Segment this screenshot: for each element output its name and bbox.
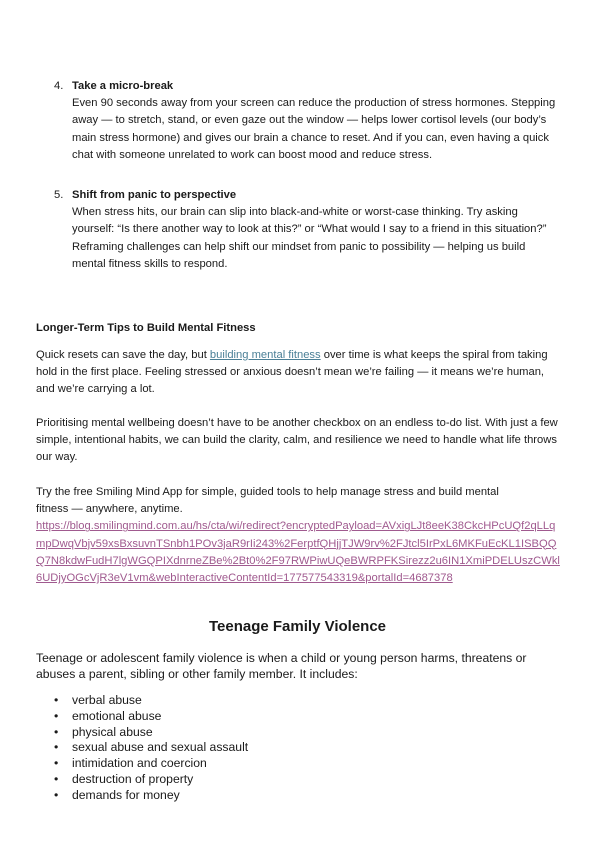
item-text: Even 90 seconds away from your screen can reduce the production of stress hormones. Stepping away — to stretch, stand, or even gaze out the window — helps lower cortisol levels (our body’s main stress hormone) and gives our brain a chance to reset. And if you can, even having a quick chat with someone unrelated to work can boost mood and reduce stress.	[72, 97, 556, 161]
item-title: Take a micro-break	[72, 80, 174, 92]
text-after-link: over time is what keeps the spiral from taking hold in the first place. Feeling stressed or anxious doesn’t mean we’re failing — it means we’re human, and we’re carrying a lot.	[36, 349, 548, 396]
intro-paragraph: Teenage or adolescent family violence is when a child or young person harms, threatens or abuses a parent, sibling or other family member. It includes:	[36, 651, 527, 681]
list-item: • emotional abuse	[36, 709, 248, 725]
list-item: • intimidation and coercion	[36, 756, 248, 772]
list-item: • verbal abuse	[36, 693, 248, 709]
bullet-list	[36, 693, 248, 804]
text-line: fitness — anywhere, anytime.	[36, 503, 183, 516]
item-text: When stress hits, our brain can slip into black-and-white or worst-case thinking. Try asking yourself: “Is there another way to look at this?” or “What would I say to a friend in this situation?” Reframing challenges can help shift our mindset from panic to possibility — helping us build mental fitness skills to respond.	[72, 206, 547, 270]
list-number: 5.	[54, 189, 64, 201]
text-line: Try the free Smiling Mind App for simple, guided tools to help manage stress and build mental	[36, 486, 499, 498]
smiling-mind-url-link[interactable]: https://blog.smilingmind.com.au/hs/cta/wi/redirect?encryptedPayload=AVxigLJt8eeK38CkcHPcUQf2qLLqmpDwqVbjv59xsBxsuvnTSnbh1POv3jaR9rIi243%2FerptfQHjjTJW9rv%2FJtcl5IrPxL6MKFuEcKL1ISBQQQ7N8kdwFudH7lgWGQPIXdnrneZBe%2Bt0%2F97RWPiwUQeBWRPFKSirezz2u6IN1XmiPDELUszCWkl6UDjyOGcVjR3eV1vm&webInteractiveContentId=177577543319&portalId=4687378	[36, 520, 560, 585]
paragraph: Prioritising mental wellbeing doesn’t have to be another checkbox on an endless to-do list. With just a few simple, intentional habits, we can build the clarity, calm, and resilience we need to handle what life throws our way.	[36, 417, 558, 464]
text-before-link: Quick resets can save the day, but	[36, 349, 210, 361]
list-item: • physical abuse	[36, 725, 248, 741]
building-mental-fitness-link[interactable]: building mental fitness	[209, 349, 321, 361]
section-heading: Longer-Term Tips to Build Mental Fitness	[36, 322, 256, 334]
paragraph	[36, 484, 561, 587]
page-heading: Teenage Family Violence	[208, 618, 387, 635]
item-title: Shift from panic to perspective	[72, 189, 237, 201]
paragraph	[36, 347, 561, 399]
list-item-5	[54, 187, 559, 273]
list-item: • demands for money	[36, 788, 248, 804]
list-item: • sexual abuse and sexual assault	[36, 740, 248, 756]
list-item: • destruction of property	[36, 772, 248, 788]
list-number: 4.	[54, 80, 64, 92]
list-item-4	[54, 78, 559, 164]
